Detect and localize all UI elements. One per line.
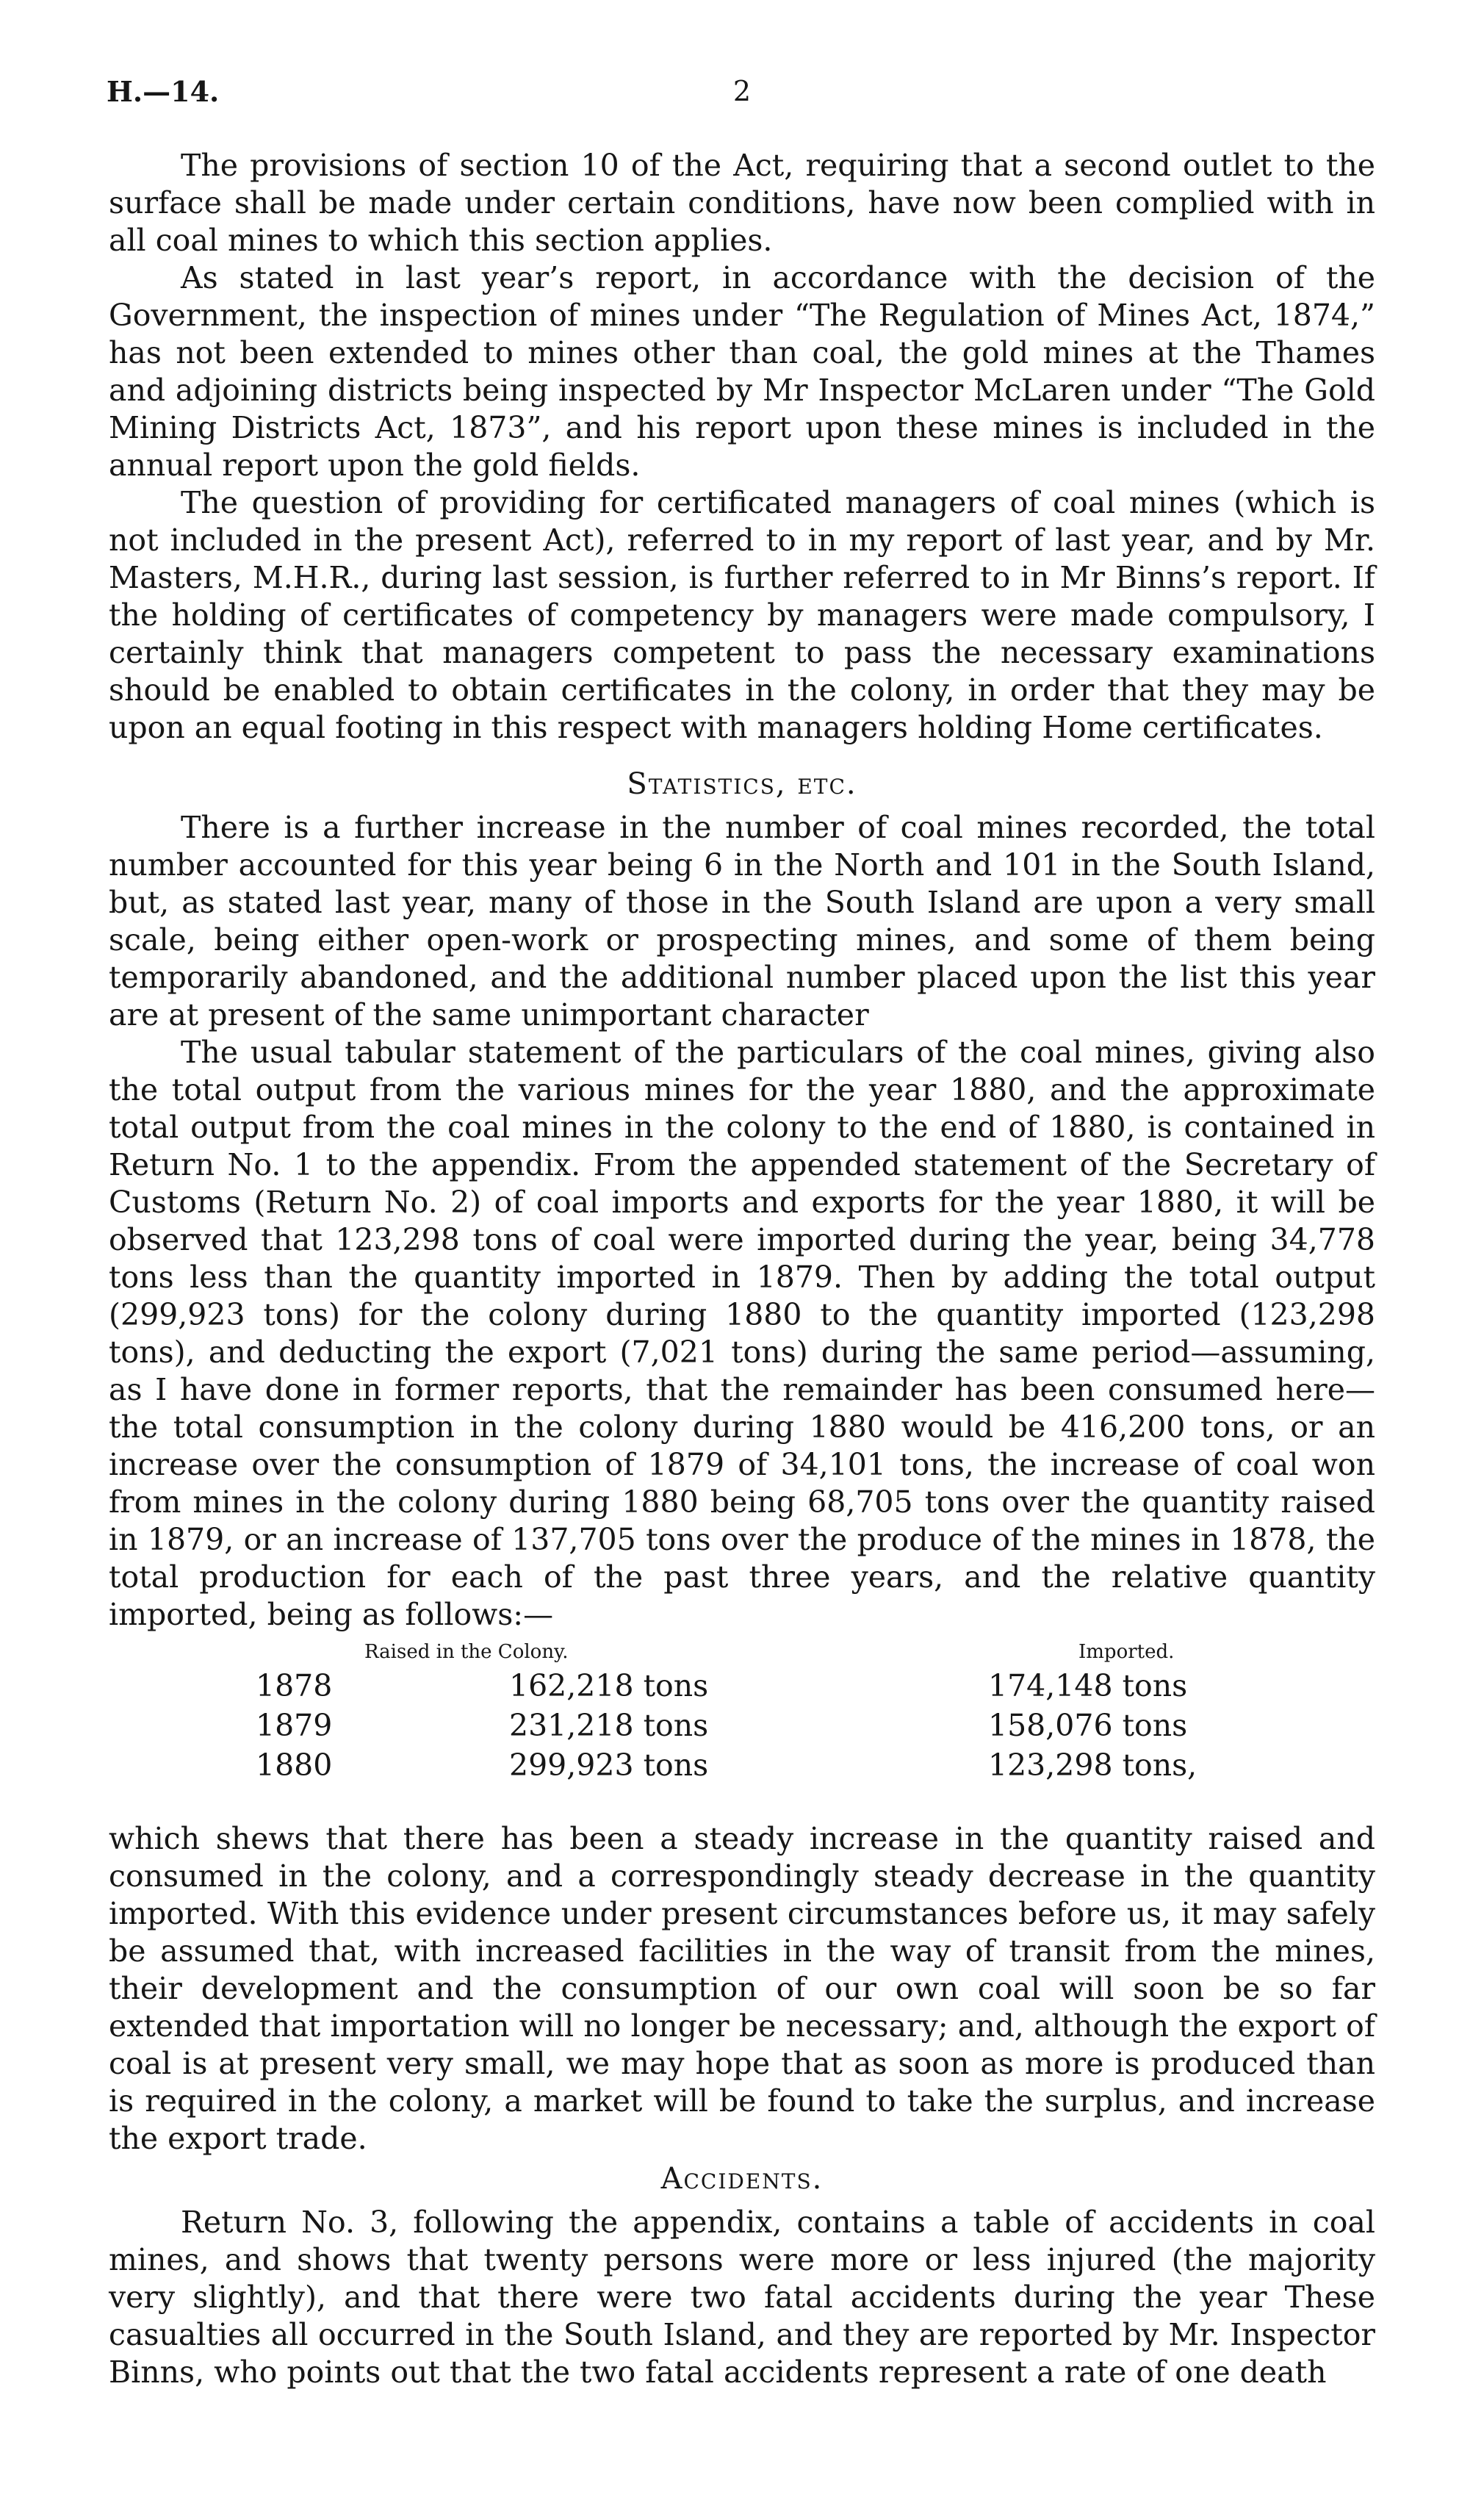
table-row <box>109 1747 1375 1786</box>
paragraph-second-outlet: The provisions of section 10 of the Act, requiring that a second outlet to the surface shall be made under certain conditions, have now been complied with in all coal mines to which this section applies. <box>109 148 1375 258</box>
table-cell-raised: 162,218 tons <box>509 1668 709 1703</box>
page-number: 2 <box>732 75 752 107</box>
paragraph-mines-recorded: There is a further increase in the number of coal mines recorded, the total number accounted for this year being 6 in the North and 101 in the South Island, but, as stated last year, many of those in the South Island are upon a very small scale, being either open-work or prospecting mines, and some of them being temporarily abandoned, and the additional number placed upon the list this year are at present of the same unimportant character <box>109 810 1375 1032</box>
paragraph-certificated-managers: The question of providing for certificated managers of coal mines (which is not included in the present Act), referred to in my report of last year, and by Mr. Masters, M.H.R., during last session, is further referred to in Mr Binns’s report. If the holding of certificates of competency by managers were made compulsory, I certainly think that managers competent to pass the necessary examinations should be enabled to obtain certificates in the colony, in order that they may be upon an equal footing in this respect with managers holding Home certificates. <box>109 485 1375 745</box>
table-row <box>109 1667 1375 1707</box>
document-code: H.—14. <box>107 75 220 108</box>
table-row <box>109 1707 1375 1747</box>
coal-production-table <box>109 1637 1375 1820</box>
table-cell-raised: 299,923 tons <box>509 1748 709 1783</box>
table-cell-year: 1880 <box>256 1748 333 1783</box>
section-heading-statistics: Statistics, etc. <box>627 767 857 801</box>
table-cell-imported: 123,298 tons, <box>988 1748 1197 1783</box>
table-cell-raised: 231,218 tons <box>509 1708 709 1743</box>
table-cell-imported: 174,148 tons <box>988 1668 1188 1703</box>
page-header <box>107 75 1377 119</box>
paragraph-inspection-scope: As stated in last year’s report, in accordance with the decision of the Government, the inspection of mines under “The Regulation of Mines Act, 1874,” has not been extended to mines other than coal, the gold mines at the Thames and adjoining districts being inspected by Mr Inspector McLaren under “The Gold Mining Districts Act, 1873”, and his report upon these mines is included in the annual report upon the gold fields. <box>109 260 1375 483</box>
column-header-imported: Imported. <box>1078 1641 1175 1663</box>
section-heading-accidents: Accidents. <box>660 2162 824 2196</box>
table-cell-year: 1879 <box>256 1708 333 1743</box>
paragraph-steady-increase: which shews that there has been a steady increase in the quantity raised and consumed in the colony, and a correspondingly steady decrease in the quantity imported. With this evidence under present circumstances before us, it may safely be assumed that, with increased facilities in the way of transit from the mines, their development and the consumption of our own coal will soon be so far extended that importation will no longer be necessary; and, although the export of coal is at present very small, we may hope that as soon as more is produced than is required in the colony, a market will be found to take the surplus, and increase the export trade. <box>109 1821 1375 2156</box>
page-body <box>109 147 1375 2391</box>
paragraph-accidents: Return No. 3, following the appendix, contains a table of accidents in coal mines, and shows that twenty persons were more or less injured (the majority very slightly), and that there were two fatal accidents during the year These casualties all occurred in the South Island, and they are reported by Mr. Inspector Binns, who points out that the two fatal accidents represent a rate of one death <box>109 2205 1375 2390</box>
column-header-raised: Raised in the Colony. <box>364 1641 569 1663</box>
paragraph-output-consumption: The usual tabular statement of the particulars of the coal mines, giving also the total output from the various mines for the year 1880, and the approximate total output from the coal mines in the colony to the end of 1880, is contained in Return No. 1 to the appendix. From the appended statement of the Secretary of Customs (Return No. 2) of coal imports and exports for the year 1880, it will be observed that 123,298 tons of coal were imported during the year, being 34,778 tons less than the quantity imported in 1879. Then by adding the total output (299,923 tons) for the colony during 1880 to the quantity imported (123,298 tons), and deducting the export (7,021 tons) during the same period—assuming, as I have done in former reports, that the remainder has been consumed here—the total consumption in the colony during 1880 would be 416,200 tons, or an increase over the consumption of 1879 of 34,101 tons, the increase of coal won from mines in the colony during 1880 being 68,705 tons over the quantity raised in 1879, or an increase of 137,705 tons over the produce of the mines in 1878, the total production for each of the past three years, and the relative quantity imported, being as follows:— <box>109 1035 1375 1632</box>
table-cell-imported: 158,076 tons <box>988 1708 1188 1743</box>
table-cell-year: 1878 <box>256 1668 333 1703</box>
